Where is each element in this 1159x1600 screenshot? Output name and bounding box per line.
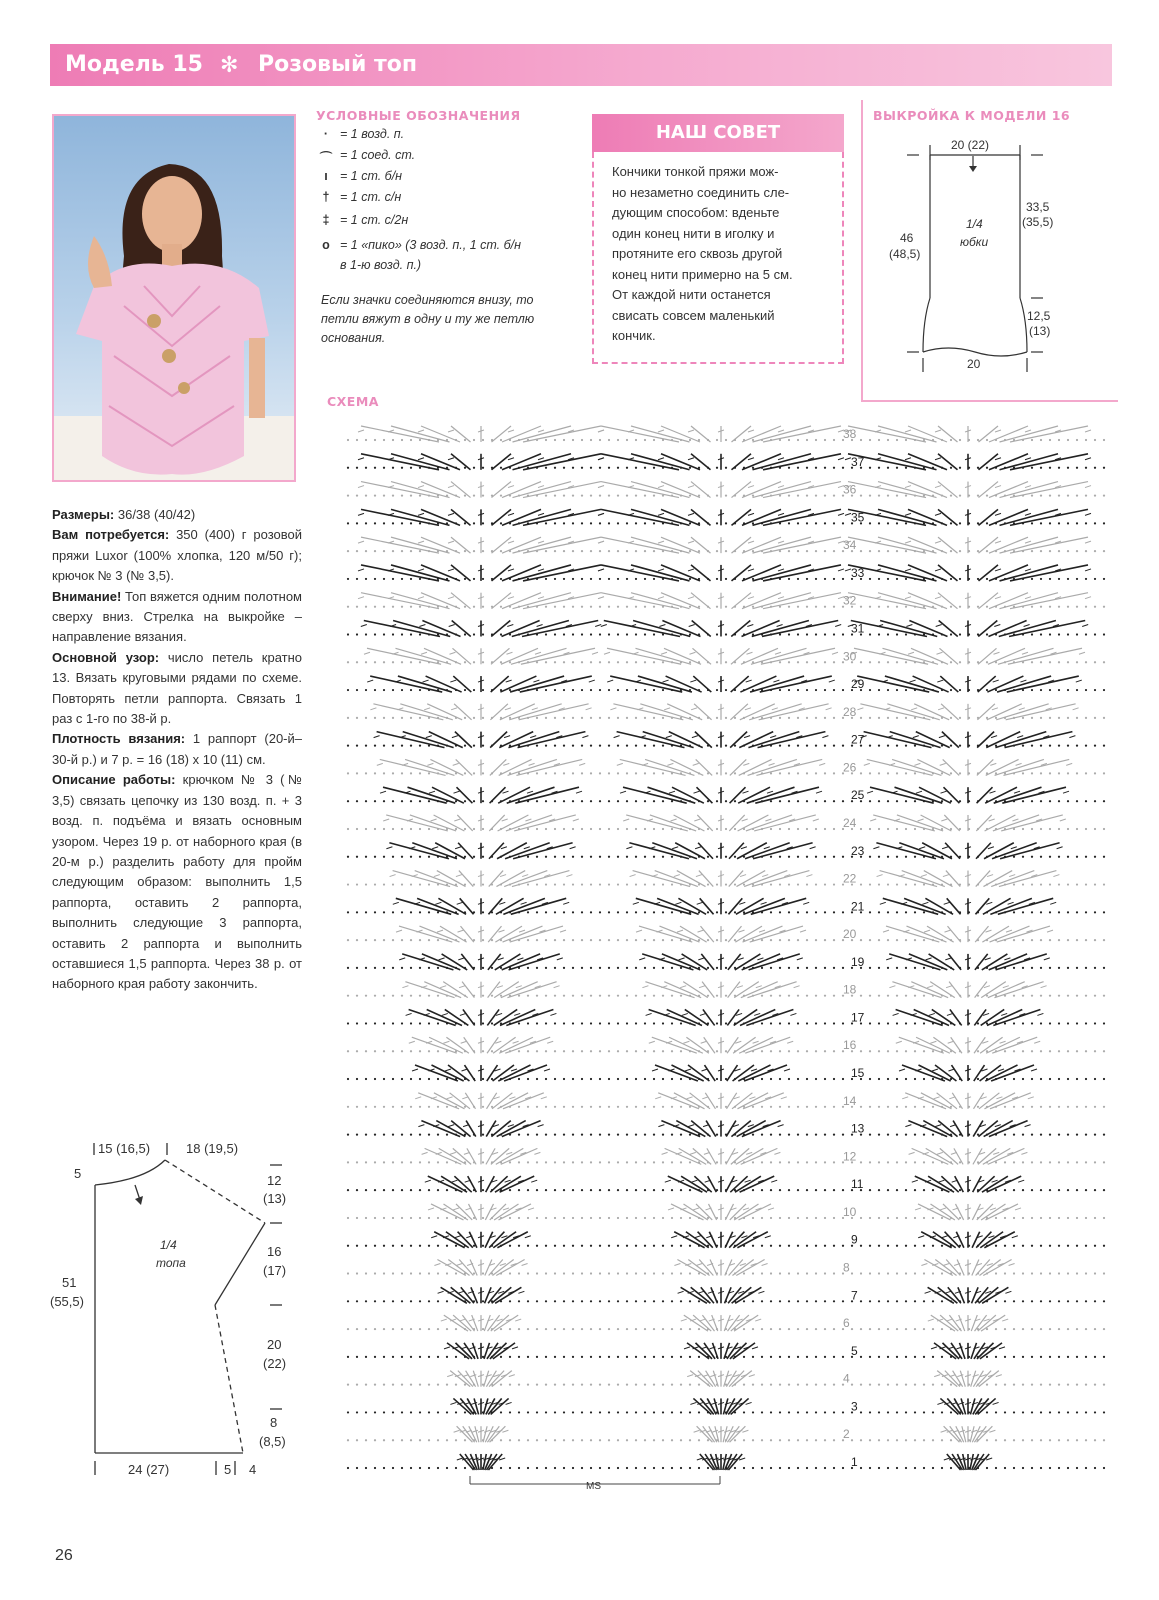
separator-icon: ✻	[220, 53, 239, 78]
tip-line: От каждой нити останется	[612, 287, 771, 302]
gauge-label: Плотность вязания:	[52, 731, 186, 747]
desc-sizes	[52, 505, 302, 525]
legend-text: = 1 ст. с/2н	[340, 213, 409, 227]
scheme-row-numbers	[843, 427, 865, 1469]
row-number: 4	[843, 1371, 850, 1386]
legend-note-line: петли вяжут в одну и ту же петлю	[321, 312, 535, 326]
legend-heading: УСЛОВНЫЕ ОБОЗНАЧЕНИЯ	[316, 108, 521, 123]
row-number: 37	[851, 454, 865, 469]
p15-seg3-a: 20	[267, 1337, 282, 1352]
row-number: 19	[851, 954, 865, 969]
row-number: 23	[851, 843, 865, 858]
p15-seg4-b: (8,5)	[259, 1434, 286, 1449]
legend-note-line: основания.	[321, 331, 386, 345]
model-photo	[52, 114, 296, 482]
p16-lower-a: 12,5	[1027, 309, 1051, 323]
pattern-label: Основной узор:	[52, 649, 160, 665]
p16-center-b: юбки	[960, 235, 989, 249]
need-value: 350 (400) г розовой пряжи Luxor (100% хлопка, 120 м/50 г); крючок № 3 (№ 3,5).	[52, 527, 302, 584]
tip-body	[592, 152, 844, 364]
p15-seg1-a: 12	[267, 1173, 282, 1188]
p16-lower-b: (13)	[1029, 324, 1051, 338]
desc-work	[52, 770, 302, 994]
chain-icon: ·	[323, 127, 329, 141]
row-number: 17	[851, 1010, 865, 1025]
p15-neck-w: 15 (16,5)	[98, 1141, 151, 1156]
row-number: 33	[851, 565, 865, 580]
tip-heading: НАШ СОВЕТ	[592, 114, 844, 152]
attention-label: Внимание!	[52, 588, 122, 604]
title-bar	[50, 44, 1112, 86]
work-label: Описание работы:	[52, 772, 176, 788]
scheme-pattern	[347, 426, 1105, 1470]
legend-text: = 1 ст. с/н	[340, 190, 402, 204]
desc-gauge	[52, 729, 302, 770]
row-number: 31	[851, 621, 865, 636]
tip-line: Кончики тонкой пряжи мож-	[612, 164, 779, 179]
p15-seg2-a: 16	[267, 1244, 282, 1259]
row-number: 15	[851, 1066, 865, 1081]
row-number: 10	[843, 1204, 857, 1219]
row-number: 13	[851, 1121, 865, 1136]
row-number: 26	[843, 760, 857, 775]
row-number: 20	[843, 927, 857, 942]
legend-note	[321, 291, 534, 348]
p16-center-a: 1/4	[966, 217, 983, 231]
row-number: 22	[843, 871, 857, 886]
p15-center-a: 1/4	[160, 1238, 177, 1252]
row-number: 12	[843, 1149, 857, 1164]
need-label: Вам потребуется:	[52, 527, 170, 543]
row-number: 16	[843, 1038, 857, 1053]
crochet-scheme	[318, 412, 1118, 1512]
row-number: 9	[851, 1232, 858, 1247]
p16-top-width: 20 (22)	[951, 138, 990, 152]
legend-text: = 1 возд. п.	[340, 127, 405, 141]
row-number: 18	[843, 982, 857, 997]
scheme-heading: СХЕМА	[327, 394, 379, 409]
row-number: 27	[851, 732, 865, 747]
row-number: 36	[843, 482, 857, 497]
p15-shoulder-w: 18 (19,5)	[186, 1141, 239, 1156]
row-number: 35	[851, 510, 865, 525]
treble-crochet-icon: ‡	[322, 213, 330, 227]
double-crochet-icon: †	[322, 190, 330, 204]
p16-left-b: (48,5)	[889, 247, 921, 261]
p15-bottom-a: 24 (27)	[128, 1462, 170, 1477]
tip-line: свисать совсем маленький	[612, 307, 775, 323]
row-number: 29	[851, 677, 865, 692]
p15-seg4-a: 8	[270, 1415, 278, 1430]
desc-pattern	[52, 648, 302, 730]
p15-height-b: (55,5)	[50, 1294, 84, 1309]
row-number: 28	[843, 704, 857, 719]
pattern16	[861, 100, 1118, 402]
ms-label: MS	[586, 1481, 601, 1492]
pattern15-drawing	[40, 1125, 310, 1495]
sizes-value: 36/38 (40/42)	[114, 507, 196, 522]
tip-line: протяните его сквозь другой	[612, 246, 783, 261]
p15-neck-drop: 5	[74, 1166, 82, 1181]
p15-seg1-b: (13)	[263, 1191, 287, 1206]
model-label: Модель 15	[65, 52, 203, 77]
p16-bottom-width: 20	[967, 357, 981, 371]
p16-left-a: 46	[900, 231, 914, 245]
desc-attention	[52, 587, 302, 648]
pattern16-heading: ВЫКРОЙКА К МОДЕЛИ 16	[873, 108, 1071, 123]
row-number: 7	[851, 1288, 858, 1303]
p15-center-b: топа	[156, 1256, 186, 1270]
gauge-value: 1 раппорт (20-й–30-й р.) и 7 р. = 16 (18) х 10 (11) см.	[52, 731, 303, 767]
p15-bottom-c: 4	[249, 1462, 257, 1477]
work-value: крючком № 3 (№ 3,5) связать цепочку из 130 возд. п. + 3 возд. п. подъёма и вязать основным узором. Через 19 р. от наборного края (в 20-м р.) разделить работу для пройм следующим образом: выполнить 1,5 раппорта, оставить 2 раппорта, выполнить следующие 3 раппорта, оставить 2 раппорта и выполнить оставшиеся 1,5 раппорта. Через 38 р. от наборного края работу закончить.	[52, 772, 302, 992]
row-number: 21	[851, 899, 865, 914]
row-number: 11	[851, 1177, 864, 1192]
page-title: Розовый топ	[258, 52, 418, 77]
row-number: 2	[843, 1427, 850, 1442]
tip-box	[592, 114, 844, 364]
row-number: 32	[843, 593, 857, 608]
description	[52, 505, 302, 995]
p15-bottom-b: 5	[224, 1462, 232, 1477]
legend-note-line: Если значки соединяются внизу, то	[321, 293, 534, 307]
ms-marker	[470, 1476, 720, 1492]
page-number: 26	[55, 1547, 73, 1564]
p16-upper-a: 33,5	[1026, 200, 1050, 214]
row-number: 24	[843, 815, 857, 830]
attention-value: Топ вяжется одним полотном сверху вниз. Стрелка на выкройке – направление вязания.	[52, 588, 302, 645]
row-number: 3	[851, 1399, 858, 1414]
slip-stitch-icon: ⌒	[319, 151, 333, 165]
legend-text: = 1 соед. ст.	[340, 148, 416, 162]
p16-upper-b: (35,5)	[1022, 215, 1054, 229]
row-number: 30	[843, 649, 857, 664]
row-number: 6	[843, 1316, 850, 1331]
legend-text: = 1 «пико» (3 возд. п., 1 ст. б/н	[340, 238, 522, 252]
tip-line: один конец нити в иголку и	[612, 225, 775, 241]
tip-line: но незаметно соединить сле-	[612, 184, 790, 200]
legend-text: = 1 ст. б/н	[340, 169, 403, 183]
pattern16-drawing	[863, 100, 1118, 400]
p15-seg3-b: (22)	[263, 1356, 287, 1371]
row-number: 34	[843, 538, 857, 553]
row-number: 14	[843, 1093, 857, 1108]
p15-height-a: 51	[62, 1275, 77, 1290]
photo-illustration	[54, 116, 294, 480]
row-number: 25	[851, 788, 865, 803]
tip-line: конец нити примерно на 5 см.	[612, 266, 793, 282]
row-number: 38	[843, 427, 857, 441]
tip-line: кончик.	[612, 328, 656, 343]
legend-text: в 1-ю возд. п.)	[340, 258, 422, 272]
pattern-value: число петель кратно 13. Вязать круговыми рядами по схеме. Повторять петли раппорта. Связать 1 раз с 1-го по 38-й р.	[52, 649, 302, 727]
row-number: 5	[851, 1343, 858, 1358]
row-number: 1	[851, 1455, 858, 1469]
row-number: 8	[843, 1260, 850, 1275]
single-crochet-icon: ı	[324, 169, 328, 183]
desc-need	[52, 525, 302, 586]
sizes-label: Размеры:	[52, 507, 115, 522]
tip-line: дующим способом: вденьте	[612, 205, 780, 220]
p15-seg2-b: (17)	[263, 1263, 287, 1278]
picot-icon: o	[322, 238, 330, 252]
